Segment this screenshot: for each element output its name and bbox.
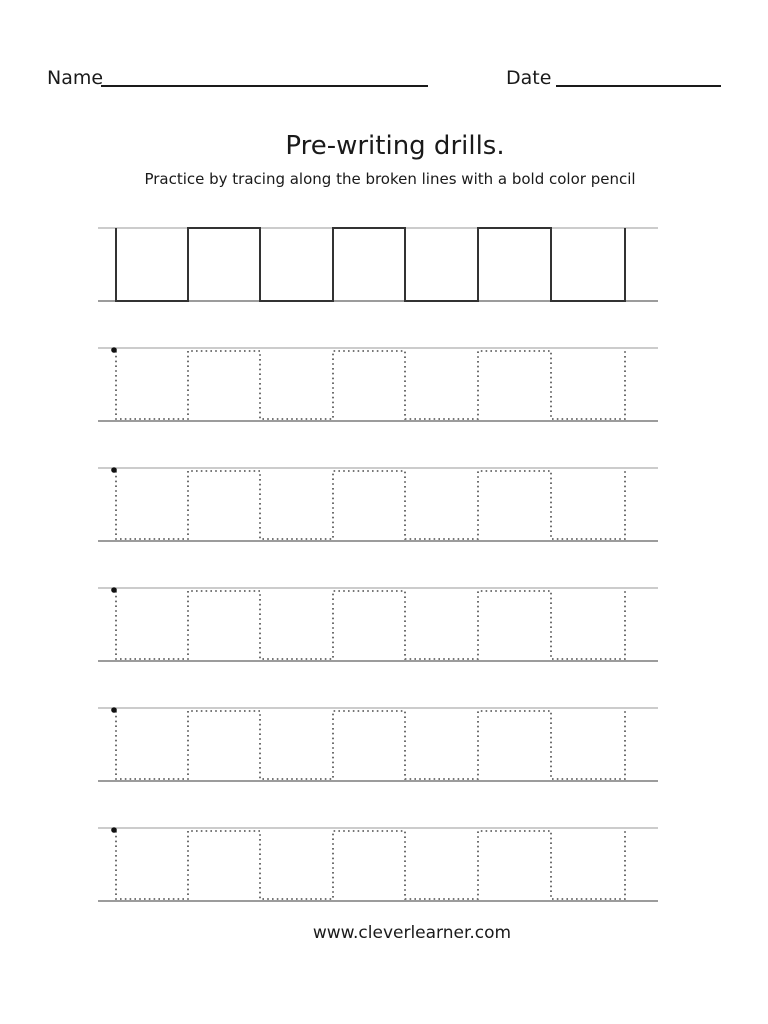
start-dot	[111, 707, 117, 713]
worksheet-instructions: Practice by tracing along the broken lines with a bold color pencil	[144, 170, 636, 188]
start-dot	[111, 587, 117, 593]
date-label: Date	[506, 67, 552, 89]
worksheet-title: Pre-writing drills.	[285, 131, 505, 161]
start-dot	[111, 827, 117, 833]
name-label: Name	[47, 67, 104, 89]
start-dot	[111, 467, 117, 473]
example-square-wave	[116, 228, 625, 301]
tracing-square-wave	[116, 831, 625, 899]
tracing-square-wave	[116, 351, 625, 419]
tracing-square-wave	[116, 471, 625, 539]
footer-website: www.cleverlearner.com	[312, 923, 512, 943]
start-dot	[111, 347, 117, 353]
tracing-square-wave	[116, 591, 625, 659]
tracing-square-wave	[116, 711, 625, 779]
